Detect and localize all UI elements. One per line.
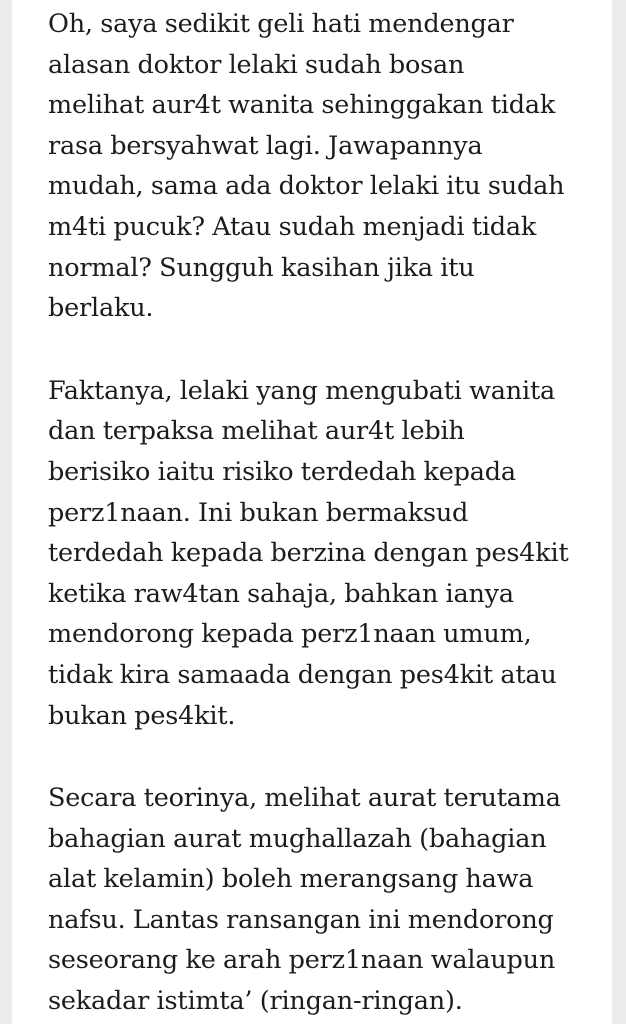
text-line: Secara teorinya, melihat aurat terutama (48, 783, 561, 814)
text-line: m4ti pucuk? Atau sudah menjadi tidak (48, 211, 537, 242)
text-line: alasan doktor lelaki sudah bosan (48, 49, 465, 80)
text-line: sekadar istimta’ (ringan-ringan). (48, 986, 463, 1017)
text-line: terdedah kepada berzina dengan pes4kit (48, 538, 569, 569)
text-line: seseorang ke arah perz1naan walaupun (48, 945, 556, 976)
text-line: rasa bersyahwat lagi. Jawapannya (48, 130, 483, 161)
text-line: berlaku. (48, 293, 154, 324)
text-line: nafsu. Lantas ransangan ini mendorong (48, 904, 554, 935)
text-line: berisiko iaitu risiko terdedah kepada (48, 456, 516, 487)
text-line: normal? Sungguh kasihan jika itu (48, 252, 475, 283)
text-line: mudah, sama ada doktor lelaki itu sudah (48, 171, 565, 202)
paragraph-spacer (48, 329, 612, 371)
text-line: alat kelamin) boleh merangsang hawa (48, 864, 534, 895)
paragraph-1 (48, 4, 612, 329)
article-body (48, 4, 612, 1022)
text-line: dan terpaksa melihat aur4t lebih (48, 416, 465, 447)
text-line: Faktanya, lelaki yang mengubati wanita (48, 375, 556, 406)
text-line: bahagian aurat mughallazah (bahagian (48, 823, 547, 854)
text-line: melihat aur4t wanita sehinggakan tidak (48, 90, 556, 121)
text-line: Oh, saya sedikit geli hati mendengar (48, 9, 514, 39)
article-page (12, 0, 612, 1024)
text-line: tidak kira samaada dengan pes4kit atau (48, 659, 557, 690)
text-line: ketika raw4tan sahaja, bahkan ianya (48, 578, 514, 609)
text-line: perz1naan. Ini bukan bermaksud (48, 497, 469, 528)
paragraph-2 (48, 371, 612, 736)
text-line: mendorong kepada perz1naan umum, (48, 619, 532, 650)
paragraph-3 (48, 778, 612, 1022)
paragraph-spacer (48, 736, 612, 778)
text-line: bukan pes4kit. (48, 700, 236, 731)
